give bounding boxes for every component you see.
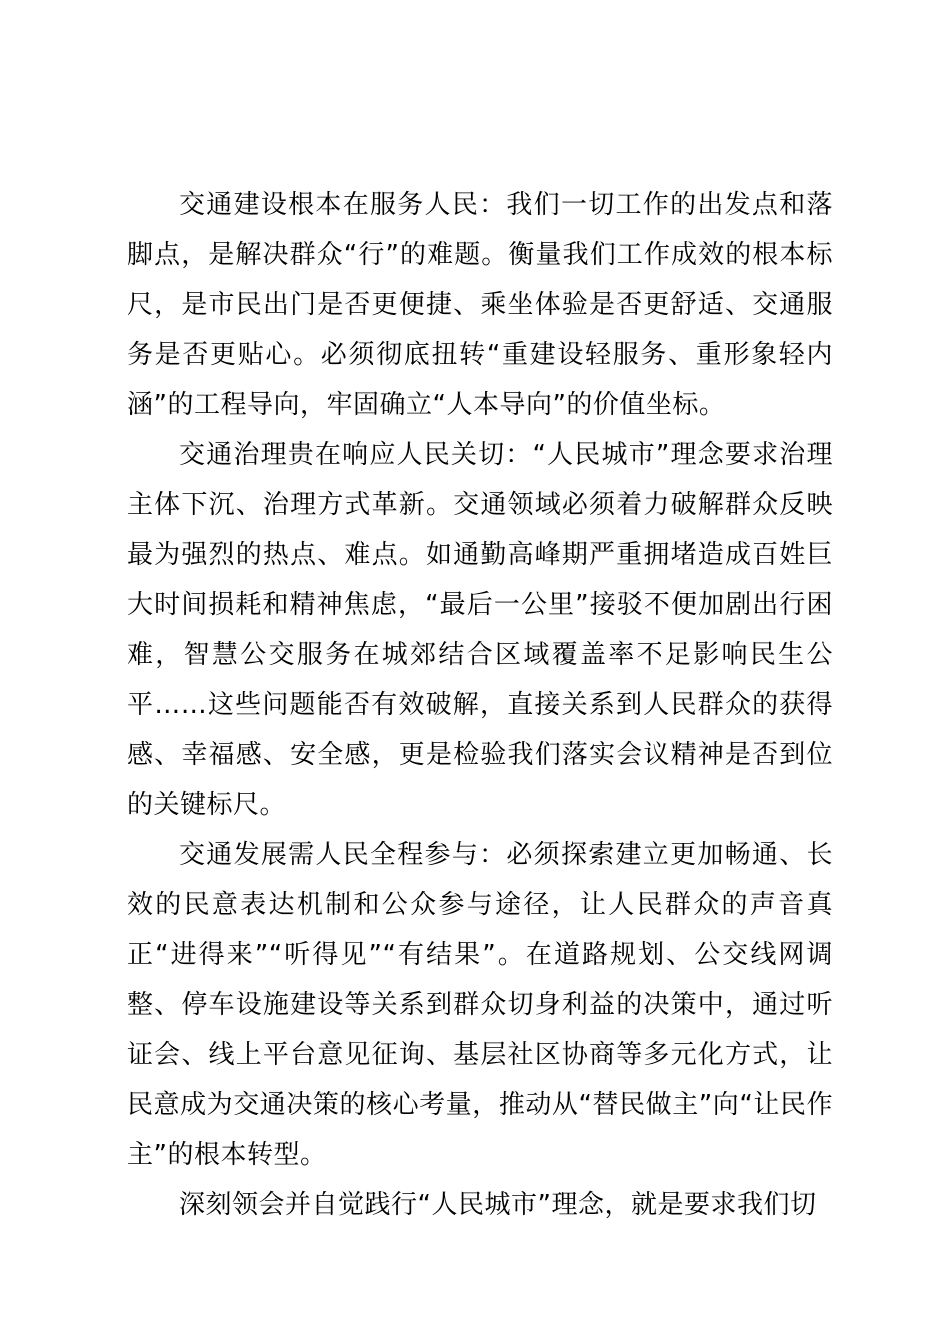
paragraph-participation: 交通发展需人民全程参与：必须探索建立更加畅通、长效的民意表达机制和公众参与途径，让人民群众的声音真正“进得来”“听得见”“有结果”。在道路规划、公交线网调整、停车设施建设等关系到群众切身利益的决策中，通过听证会、线上平台意见征询、基层社区协商等多元化方式，让民意成为交通决策的核心考量，推动从“替民做主”向“让民作主”的根本转型。: [127, 840, 833, 1170]
paragraph-service: 交通建设根本在服务人民：我们一切工作的出发点和落脚点，是解决群众“行”的难题。衡量我们工作成效的根本标尺，是市民出门是否更便捷、乘坐体验是否更舒适、交通服务是否更贴心。必须彻底扭转“重建设轻服务、重形象轻内涵”的工程导向，牢固确立“人本导向”的价值坐标。: [127, 190, 833, 420]
paragraph-conclusion: 深刻领会并自觉践行“人民城市”理念，就是要求我们切: [179, 1190, 817, 1220]
paragraph-governance: 交通治理贵在响应人民关切：“人民城市”理念要求治理主体下沉、治理方式革新。交通领域必须着力破解群众反映最为强烈的热点、难点。如通勤高峰期严重拥堵造成百姓巨大时间损耗和精神焦虑，“最后一公里”接驳不便加剧出行困难，智慧公交服务在城郊结合区域覆盖率不足影响民生公平……这些问题能否有效破解，直接关系到人民群众的获得感、幸福感、安全感，更是检验我们落实会议精神是否到位的关键标尺。: [127, 440, 833, 820]
document-body: [127, 180, 833, 1230]
